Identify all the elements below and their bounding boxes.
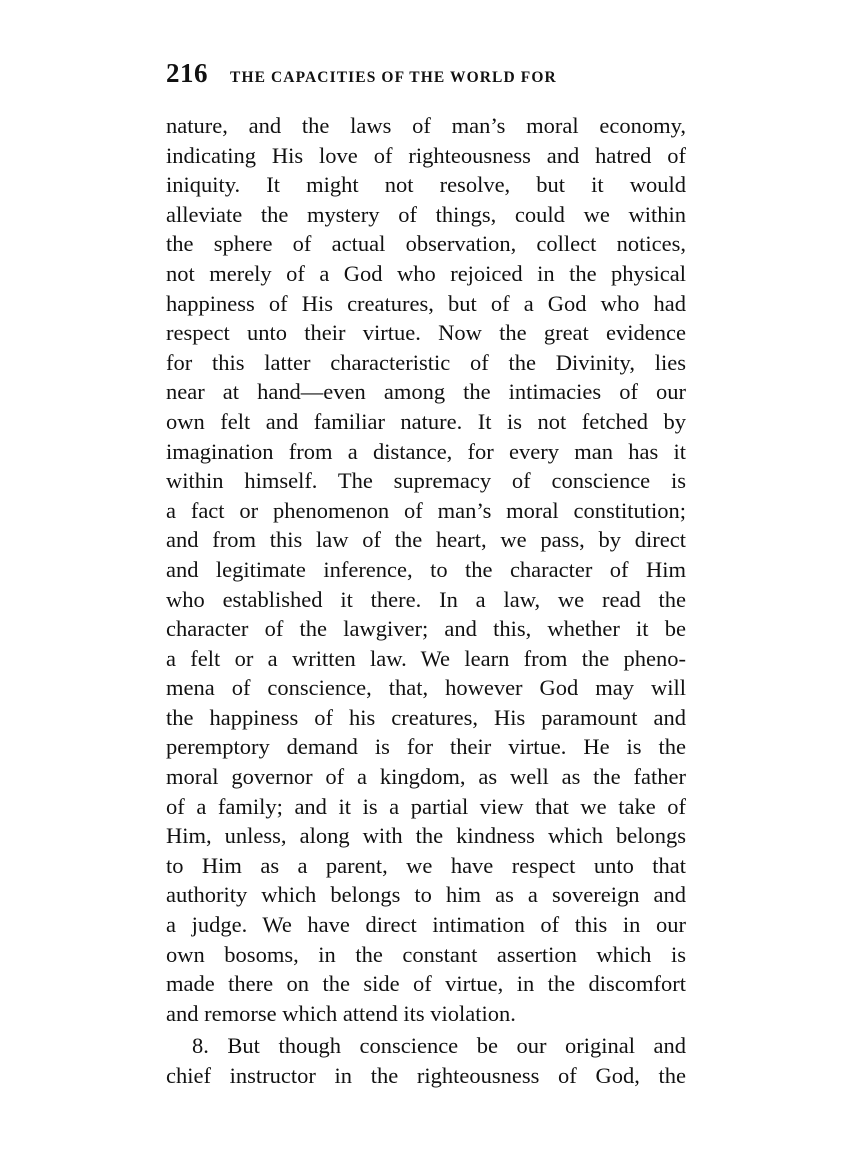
running-title: THE CAPACITIES OF THE WORLD FOR	[230, 69, 557, 86]
text-line: to Him as a parent, we have respect unto that	[166, 852, 686, 878]
paragraph-2	[166, 1031, 686, 1090]
text-line: and from this law of the heart, we pass, by direct	[166, 527, 686, 553]
text-line: imagination from a distance, for every man has it	[166, 438, 686, 464]
text-line: own felt and familiar nature. It is not fetched by	[166, 408, 686, 434]
running-head	[166, 58, 686, 92]
text-line: within himself. The supremacy of conscience is	[166, 468, 686, 494]
text-line: alleviate the mystery of things, could we within	[166, 201, 686, 227]
text-line: moral governor of a kingdom, as well as the father	[166, 764, 686, 790]
text-line: 8. But though conscience be our original and	[192, 1033, 686, 1059]
text-line: respect unto their virtue. Now the great evidence	[166, 320, 686, 346]
text-line: authority which belongs to him as a sovereign and	[166, 882, 686, 908]
text-line: the happiness of his creatures, His paramount and	[166, 704, 686, 730]
text-line: a felt or a written law. We learn from the pheno-	[166, 645, 686, 671]
text-line: for this latter characteristic of the Divinity, lies	[166, 349, 686, 375]
text-line: of a family; and it is a partial view that we take of	[166, 793, 686, 819]
text-line: a fact or phenomenon of man’s moral constitution;	[166, 497, 686, 523]
text-line: not merely of a God who rejoiced in the physical	[166, 260, 686, 286]
text-line: chief instructor in the righteousness of God, the	[166, 1063, 686, 1088]
text-line: indicating His love of righteousness and hatred of	[166, 142, 686, 168]
text-line: nature, and the laws of man’s moral economy,	[166, 113, 686, 138]
body-text	[166, 111, 686, 1091]
text-line: character of the lawgiver; and this, whether it be	[166, 616, 686, 642]
text-line: happiness of His creatures, but of a God who had	[166, 290, 686, 316]
paragraph-1	[166, 111, 686, 1028]
text-line: near at hand—even among the intimacies of our	[166, 379, 686, 405]
text-line: iniquity. It might not resolve, but it would	[166, 172, 686, 198]
text-line: own bosoms, in the constant assertion which is	[166, 941, 686, 967]
text-line: a judge. We have direct intimation of this in our	[166, 912, 686, 938]
text-line: peremptory demand is for their virtue. He is the	[166, 734, 686, 760]
text-line: mena of conscience, that, however God may will	[166, 675, 686, 701]
text-line: and legitimate inference, to the character of Him	[166, 556, 686, 582]
text-line: who established it there. In a law, we read the	[166, 586, 686, 612]
text-line: made there on the side of virtue, in the discomfort	[166, 971, 686, 997]
text-line: and remorse which attend its violation.	[166, 1000, 516, 1026]
text-line: Him, unless, along with the kindness which belongs	[166, 823, 686, 849]
text-line: the sphere of actual observation, collect notices,	[166, 231, 686, 257]
page-number: 216	[166, 58, 208, 88]
